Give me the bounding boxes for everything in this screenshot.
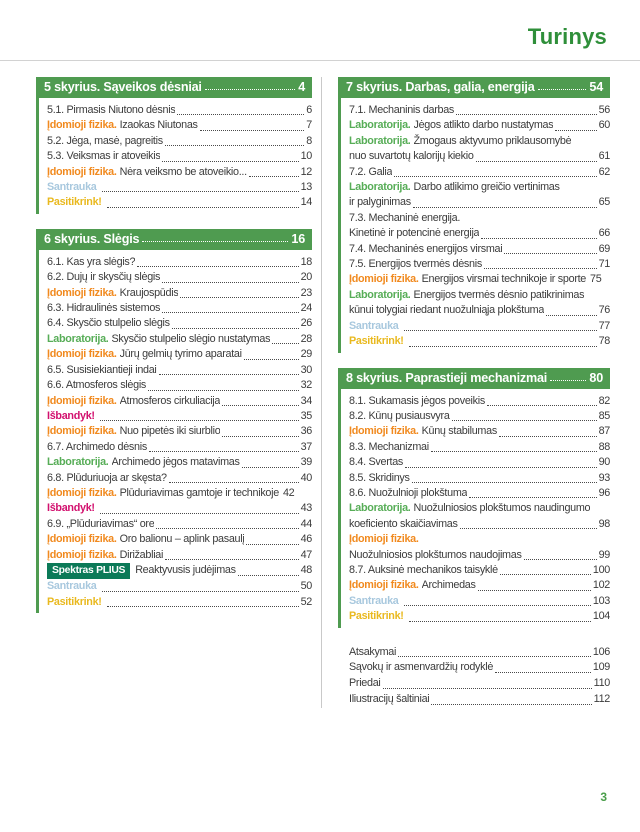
toc-section	[338, 77, 610, 353]
dot-leader	[499, 436, 597, 437]
toc-entry	[349, 394, 610, 409]
entry-text: 8.6. Nuožulnioji plokštuma	[349, 486, 468, 499]
dot-leader	[172, 328, 299, 329]
toc-column-left	[36, 77, 312, 628]
entry-page: 28	[300, 332, 312, 345]
entry-label: Įdomioji fizika.	[47, 486, 117, 499]
toc-entry	[47, 424, 312, 439]
section-header	[338, 368, 610, 389]
toc-entry	[349, 409, 610, 424]
entry-page: 99	[598, 548, 610, 561]
entry-label: Įdomioji fizika.	[47, 348, 117, 361]
entry-text: Žmogaus aktyvumo priklausomybė	[413, 134, 572, 147]
section-title: 5 skyrius. Sąveikos dėsniai	[44, 80, 202, 94]
dot-leader	[476, 161, 597, 162]
toc-entry	[349, 211, 610, 226]
entry-page: 100	[592, 563, 610, 576]
entry-text: 8.7. Auksinė mechanikos taisyklė	[349, 563, 498, 576]
toc-section	[338, 368, 610, 628]
page-title: Turinys	[527, 24, 607, 49]
entry-label: Įdomioji fizika.	[47, 119, 117, 132]
entry-page: 88	[598, 440, 610, 453]
entry-text: 8.2. Kūnų pusiausvyra	[349, 409, 450, 422]
entry-text: Kinetinė ir potencinė energija	[349, 227, 480, 240]
entry-label: Įdomioji fizika.	[47, 533, 117, 546]
dot-leader	[495, 672, 591, 673]
dot-leader	[456, 114, 597, 115]
entry-text: Nuožulniosios plokštumos naudingumo	[413, 502, 591, 515]
entry-text: Jūrų gelmių tyrimo aparatai	[119, 348, 242, 361]
entry-page: 93	[598, 471, 610, 484]
toc-entry	[349, 609, 610, 624]
dot-leader	[404, 330, 597, 331]
toc-entry	[47, 409, 312, 424]
entry-label: Išbandyk!	[47, 409, 95, 422]
entry-text: 6.8. Plūduriuoja ar skęsta?	[47, 471, 167, 484]
toc-columns	[0, 61, 640, 708]
entry-page: 82	[598, 394, 610, 407]
entry-page: 44	[300, 517, 312, 530]
entry-page: 23	[300, 286, 312, 299]
entry-text: nuo suvartotų kalorijų kiekio	[349, 150, 474, 163]
entry-label: Įdomioji fizika.	[47, 425, 117, 438]
entry-text: 6.9. „Plūduriavimas“ ore	[47, 517, 155, 530]
dot-leader	[205, 89, 295, 90]
section-page: 4	[298, 80, 305, 94]
entry-page: 47	[300, 548, 312, 561]
toc-entry	[47, 378, 312, 393]
dot-leader	[412, 482, 597, 483]
dot-leader	[481, 238, 596, 239]
entry-page: 69	[598, 242, 610, 255]
dot-leader	[169, 482, 299, 483]
toc-entry	[349, 103, 610, 118]
toc-section	[36, 229, 312, 613]
toc-entry	[349, 334, 610, 349]
entry-page: 34	[300, 394, 312, 407]
entry-page: 46	[300, 533, 312, 546]
dot-leader	[102, 591, 299, 592]
toc-entry	[349, 517, 610, 532]
toc-entry	[349, 288, 610, 303]
dot-leader	[409, 346, 597, 347]
entry-page: 37	[300, 440, 312, 453]
entry-label: Išbandyk!	[47, 502, 95, 515]
dot-leader	[222, 436, 298, 437]
entry-label: Laboratorija.	[349, 134, 411, 147]
entry-page: 35	[300, 409, 312, 422]
toc-entry	[47, 301, 312, 316]
toc-entry	[47, 149, 312, 164]
entry-label: Įdomioji fizika.	[47, 286, 117, 299]
dot-leader	[555, 130, 596, 131]
entry-page: 103	[592, 594, 610, 607]
entry-page: 106	[592, 645, 610, 658]
toc-entry	[47, 532, 312, 547]
toc-entry	[349, 424, 610, 439]
entry-label: Laboratorija.	[349, 288, 411, 301]
entry-page: 43	[300, 502, 312, 515]
toc-entry	[349, 532, 610, 547]
entry-text: Iliustracijų šaltiniai	[349, 692, 430, 705]
entry-page: 14	[300, 196, 312, 209]
entry-page: 112	[593, 692, 610, 705]
entry-text: Priedai	[349, 677, 381, 690]
dot-leader	[383, 688, 592, 689]
entry-text: kūnui tolygiai riedant nuožulniąja plokštuma	[349, 304, 545, 317]
entry-page: 71	[598, 258, 610, 271]
section-header	[36, 229, 312, 250]
toc-entry	[47, 394, 312, 409]
dot-leader	[159, 374, 299, 375]
entry-text: Oro balionu – aplink pasaulį	[119, 533, 245, 546]
toc-entry	[349, 692, 610, 708]
toc-entry	[47, 332, 312, 347]
dot-leader	[524, 559, 597, 560]
toc-entry	[349, 257, 610, 272]
toc-entry	[349, 149, 610, 164]
entry-page: 10	[300, 150, 312, 163]
entry-label: Santrauka	[349, 319, 399, 332]
section-title: 7 skyrius. Darbas, galia, energija	[346, 80, 535, 94]
entry-text: Reaktyvusis judėjimas	[135, 563, 236, 576]
entry-text: 6.5. Susisiekiantieji indai	[47, 363, 157, 376]
entry-page: 98	[598, 517, 610, 530]
toc-entry	[349, 118, 610, 133]
dot-leader	[107, 606, 299, 607]
entry-page: 30	[300, 363, 312, 376]
toc-entry	[349, 134, 610, 149]
dot-leader	[156, 528, 298, 529]
entry-text: Energijos tvermės dėsnio patikrinimas	[413, 288, 585, 301]
entry-text: Darbo atlikimo greičio vertinimas	[413, 181, 560, 194]
entry-text: Nuožulniosios plokštumos naudojimas	[349, 548, 522, 561]
entry-label: Įdomioji fizika.	[349, 579, 419, 592]
dot-leader	[165, 559, 298, 560]
toc-entry	[47, 316, 312, 331]
entry-page: 110	[593, 677, 610, 690]
entry-text: 6.3. Hidraulinės sistemos	[47, 302, 161, 315]
entry-text: 7.4. Mechaninės energijos virsmai	[349, 242, 503, 255]
toc-section	[36, 77, 312, 214]
entry-text: Energijos virsmai technikoje ir sporte	[421, 273, 587, 286]
entry-page: 78	[598, 335, 610, 348]
entry-page: 87	[598, 425, 610, 438]
entry-text: Archimedas	[421, 579, 476, 592]
entry-page: 61	[598, 150, 610, 163]
dot-leader	[100, 513, 299, 514]
toc-entry	[349, 272, 610, 287]
toc-entry	[47, 501, 312, 516]
toc-entry	[47, 563, 312, 579]
dot-leader	[484, 268, 597, 269]
entry-text: 7.1. Mechaninis darbas	[349, 104, 455, 116]
section-items	[36, 98, 312, 214]
toc-entry	[47, 455, 312, 470]
entry-label: Pasitikrink!	[47, 196, 102, 209]
entry-label: Santrauka	[47, 181, 97, 194]
dot-leader	[272, 343, 298, 344]
toc-entry	[349, 578, 610, 593]
dot-leader	[107, 207, 299, 208]
entry-text: 8.5. Skridinys	[349, 471, 410, 484]
entry-text: Dirižabliai	[119, 548, 164, 561]
entry-text: Nėra veiksmo be atoveikio...	[119, 165, 247, 178]
toc-entry	[349, 676, 610, 692]
dot-leader	[142, 241, 288, 242]
entry-page: 52	[300, 595, 312, 608]
entry-text: Izaokas Niutonas	[119, 119, 198, 132]
toc-entry	[47, 363, 312, 378]
entry-label: Įdomioji fizika.	[47, 394, 117, 407]
entry-page: 32	[300, 379, 312, 392]
entry-page: 77	[598, 319, 610, 332]
toc-entry	[349, 501, 610, 516]
entry-text: Plūduriavimas gamtoje ir technikoje	[119, 486, 279, 499]
entry-page: 76	[598, 304, 610, 317]
entry-text: Atsakymai	[349, 645, 397, 658]
dot-leader	[538, 89, 587, 90]
entry-page: 36	[300, 425, 312, 438]
toc-entry	[47, 255, 312, 270]
entry-label: Santrauka	[349, 594, 399, 607]
dot-leader	[162, 282, 298, 283]
toc-entry	[349, 195, 610, 210]
entry-text: 6.7. Archimedo dėsnis	[47, 440, 147, 453]
section-items	[36, 250, 312, 613]
toc-entry	[47, 595, 312, 610]
dot-leader	[504, 253, 596, 254]
entry-label: Įdomioji fizika.	[47, 548, 117, 561]
dot-leader	[460, 528, 597, 529]
entry-label: Laboratorija.	[349, 502, 411, 515]
entry-text: 6.6. Atmosferos slėgis	[47, 379, 147, 392]
toc-entry	[47, 270, 312, 285]
entry-page: 102	[592, 579, 610, 592]
toc-entry	[47, 118, 312, 133]
entry-text: Atmosferos cirkuliacija	[119, 394, 221, 407]
toc-entry	[349, 660, 610, 676]
dot-leader	[469, 497, 596, 498]
entry-label: Laboratorija.	[47, 456, 109, 469]
entry-text: Sąvokų ir asmenvardžių rodyklė	[349, 661, 494, 674]
toc-entry	[349, 563, 610, 578]
entry-label: Įdomioji fizika.	[47, 165, 117, 178]
toc-entry	[47, 347, 312, 362]
entry-page: 62	[598, 165, 610, 178]
entry-text: Skysčio stulpelio slėgio nustatymas	[111, 332, 271, 345]
toc-entry	[349, 471, 610, 486]
entry-label: Įdomioji fizika.	[349, 425, 419, 438]
toc-entry	[47, 180, 312, 195]
toc-entry	[349, 180, 610, 195]
section-page: 54	[589, 80, 603, 94]
entry-page: 60	[598, 119, 610, 132]
toc-entry	[47, 195, 312, 210]
dot-leader	[405, 467, 597, 468]
toc-entry	[349, 486, 610, 501]
entry-label: Santrauka	[47, 580, 97, 593]
entry-page: 39	[300, 456, 312, 469]
entry-page: 40	[300, 471, 312, 484]
dot-leader	[242, 467, 299, 468]
section-page: 16	[291, 231, 305, 246]
entry-label: Laboratorija.	[349, 119, 411, 132]
dot-leader	[100, 420, 299, 421]
entry-page: 13	[300, 181, 312, 194]
entry-page: 6	[306, 104, 312, 116]
entry-page: 109	[592, 661, 610, 674]
toc-entry	[349, 645, 610, 661]
toc-entry	[349, 455, 610, 470]
dot-leader	[404, 605, 591, 606]
dot-leader	[409, 621, 591, 622]
entry-page: 96	[598, 486, 610, 499]
dot-leader	[149, 451, 299, 452]
section-items	[338, 389, 610, 628]
entry-page: 90	[598, 456, 610, 469]
section-page: 80	[589, 370, 603, 385]
dot-leader	[394, 176, 596, 177]
entry-page: 7	[306, 119, 312, 132]
entry-text: 5.2. Jėga, masė, pagreitis	[47, 134, 163, 147]
toc-entry	[47, 440, 312, 455]
entry-text: Kūnų stabilumas	[421, 425, 497, 438]
entry-page: 48	[300, 563, 312, 576]
entry-text: 6.1. Kas yra slėgis?	[47, 255, 136, 268]
toc-entry	[349, 303, 610, 318]
dot-leader	[487, 405, 597, 406]
entry-text: Kraujospūdis	[119, 286, 179, 299]
section-title: 8 skyrius. Paprastieji mechanizmai	[346, 370, 548, 385]
toc-entry	[47, 471, 312, 486]
section-items	[338, 98, 610, 353]
toc-entry	[349, 319, 610, 334]
dot-leader	[546, 315, 597, 316]
entry-page: 8	[306, 134, 312, 147]
entry-page: 24	[300, 302, 312, 315]
toc-entry	[47, 517, 312, 532]
dot-leader	[177, 114, 304, 115]
toc-entry	[349, 165, 610, 180]
entry-page: 42	[282, 486, 295, 499]
back-matter-list	[338, 645, 610, 708]
spektras-plius-badge: Spektras PLIUS	[47, 563, 130, 579]
entry-text: Jėgos atlikto darbo nustatymas	[413, 119, 554, 132]
dot-leader	[165, 145, 304, 146]
dot-leader	[478, 590, 591, 591]
entry-page: 56	[598, 104, 610, 116]
dot-leader	[246, 544, 298, 545]
entry-page: 18	[300, 255, 312, 268]
toc-entry	[47, 286, 312, 301]
toc-entry	[349, 594, 610, 609]
entry-page: 20	[300, 271, 312, 284]
entry-label: Pasitikrink!	[349, 335, 404, 348]
toc-entry	[349, 440, 610, 455]
toc-entry	[47, 548, 312, 563]
toc-entry	[349, 242, 610, 257]
section-title: 6 skyrius. Slėgis	[44, 231, 140, 246]
section-header	[36, 77, 312, 98]
entry-page: 12	[300, 165, 312, 178]
column-divider	[321, 77, 322, 708]
entry-label: Laboratorija.	[47, 332, 109, 345]
dot-leader	[137, 266, 298, 267]
section-header	[338, 77, 610, 98]
entry-page: 75	[590, 273, 602, 286]
entry-text: 5.1. Pirmasis Niutono dėsnis	[47, 104, 176, 116]
entry-text: ir palyginimas	[349, 196, 411, 209]
toc-entry	[47, 486, 312, 501]
dot-leader	[249, 176, 299, 177]
entry-text: koeficiento skaičiavimas	[349, 517, 458, 530]
dot-leader	[550, 380, 586, 381]
entry-label: Pasitikrink!	[349, 610, 404, 623]
toc-entry	[47, 134, 312, 149]
dot-leader	[500, 574, 591, 575]
dot-leader	[431, 704, 591, 705]
toc-entry	[47, 103, 312, 118]
dot-leader	[162, 312, 298, 313]
entry-label: Įdomioji fizika.	[349, 533, 419, 546]
entry-text: 7.2. Galia	[349, 165, 393, 178]
dot-leader	[148, 390, 299, 391]
toc-entry	[349, 548, 610, 563]
dot-leader	[222, 405, 298, 406]
toc-entry	[47, 165, 312, 180]
entry-label: Pasitikrink!	[47, 595, 102, 608]
dot-leader	[431, 451, 597, 452]
entry-page: 65	[598, 196, 610, 209]
toc-column-right	[338, 77, 610, 708]
entry-label: Laboratorija.	[349, 181, 411, 194]
entry-label: Įdomioji fizika.	[349, 273, 419, 286]
entry-text: Nuo pipetės iki siurblio	[119, 425, 221, 438]
dot-leader	[180, 297, 298, 298]
entry-page: 29	[300, 348, 312, 361]
entry-text: 8.4. Svertas	[349, 456, 404, 469]
entry-page: 50	[300, 580, 312, 593]
entry-text: 6.2. Dujų ir skysčių slėgis	[47, 271, 161, 284]
dot-leader	[413, 207, 597, 208]
entry-text: 6.4. Skysčio stulpelio slėgis	[47, 317, 170, 330]
dot-leader	[398, 656, 591, 657]
dot-leader	[200, 130, 305, 131]
dot-leader	[244, 359, 299, 360]
toc-entry	[349, 226, 610, 241]
dot-leader	[238, 575, 299, 576]
toc-entry	[47, 579, 312, 594]
page-number: 3	[600, 790, 607, 804]
entry-text: Archimedo jėgos matavimas	[111, 456, 240, 469]
dot-leader	[102, 191, 299, 192]
entry-page: 26	[300, 317, 312, 330]
entry-page: 85	[598, 409, 610, 422]
entry-text: 7.3. Mechaninė energija.	[349, 211, 461, 224]
entry-text: 8.1. Sukamasis jėgos poveikis	[349, 394, 485, 407]
entry-page: 66	[598, 227, 610, 240]
dot-leader	[162, 161, 298, 162]
dot-leader	[452, 420, 597, 421]
entry-text: 8.3. Mechanizmai	[349, 440, 429, 453]
entry-text: 7.5. Energijos tvermės dėsnis	[349, 258, 482, 271]
entry-page: 104	[592, 610, 610, 623]
entry-text: 5.3. Veiksmas ir atoveikis	[47, 150, 161, 163]
